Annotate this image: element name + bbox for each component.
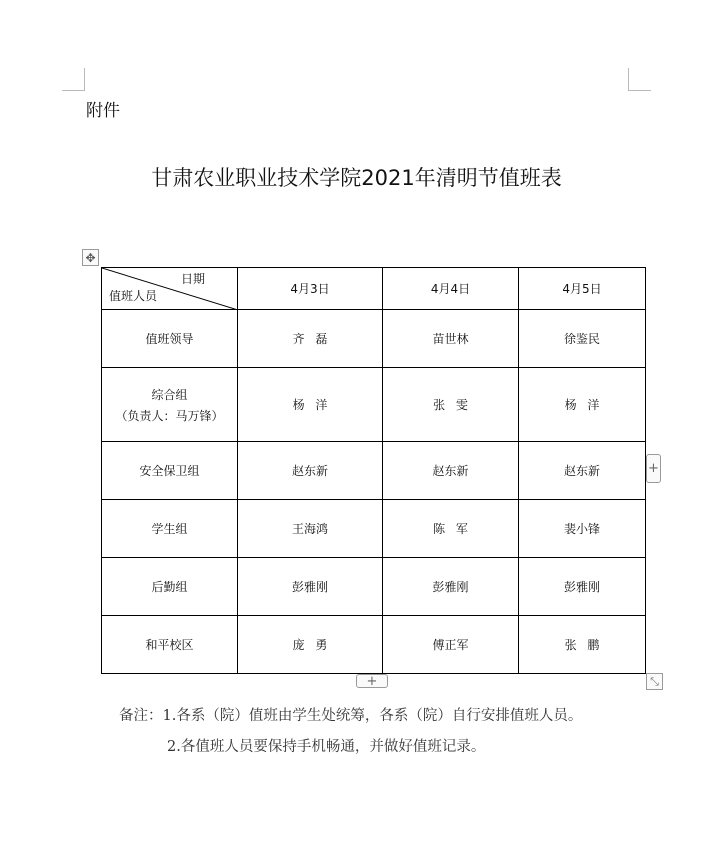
staff-name: 庞勇 <box>292 638 339 652</box>
table-row <box>102 310 646 368</box>
date-header-cell[interactable] <box>519 268 646 310</box>
staff-name: 赵东新 <box>432 464 469 478</box>
remark-line-2: 2.各值班人员要保持手机畅通，并做好值班记录。 <box>167 739 486 755</box>
plus-icon: + <box>366 673 378 689</box>
staff-name: 裴小锋 <box>563 522 600 536</box>
table-row <box>102 500 646 558</box>
table-row <box>102 368 646 442</box>
group-name: 安全保卫组 <box>139 464 200 478</box>
duty-cell[interactable] <box>519 368 646 442</box>
date-header: 4月4日 <box>430 282 471 296</box>
table-resize-handle[interactable] <box>646 673 663 690</box>
staff-name: 王海鸿 <box>291 522 328 536</box>
staff-name: 彭雅刚 <box>563 580 600 594</box>
staff-name: 陈军 <box>433 522 479 536</box>
staff-name: 徐鉴民 <box>563 332 600 346</box>
group-cell[interactable] <box>102 500 238 558</box>
duty-cell[interactable] <box>519 616 646 674</box>
duty-cell[interactable] <box>519 500 646 558</box>
duty-cell[interactable] <box>383 310 519 368</box>
group-cell[interactable] <box>102 558 238 616</box>
resize-icon: ⤡ <box>650 674 659 688</box>
add-column-button[interactable] <box>646 454 661 483</box>
group-cell[interactable] <box>102 616 238 674</box>
duty-table <box>101 267 646 674</box>
group-name: 后勤组 <box>151 580 188 594</box>
staff-name: 杨洋 <box>292 398 339 412</box>
duty-cell[interactable] <box>383 368 519 442</box>
table-row <box>102 558 646 616</box>
staff-name: 彭雅刚 <box>291 580 328 594</box>
page-corner-mark-top-right <box>628 68 651 91</box>
staff-name: 傅正军 <box>432 638 469 652</box>
duty-cell[interactable] <box>383 442 519 500</box>
table-header-row <box>102 268 646 310</box>
staff-name: 杨洋 <box>564 398 611 412</box>
duty-cell[interactable] <box>519 310 646 368</box>
duty-cell[interactable] <box>238 558 383 616</box>
date-header-cell[interactable] <box>238 268 383 310</box>
staff-name: 张雯 <box>433 398 479 412</box>
staff-name: 苗世林 <box>432 332 469 346</box>
group-name: 和平校区 <box>145 638 194 652</box>
diagonal-header-staff-label: 值班人员 <box>109 289 158 303</box>
duty-cell[interactable] <box>238 616 383 674</box>
table-row <box>102 442 646 500</box>
duty-cell[interactable] <box>383 616 519 674</box>
group-cell[interactable] <box>102 442 238 500</box>
staff-name: 张鹏 <box>564 638 611 652</box>
group-name: 综合组 <box>151 387 188 402</box>
page-corner-mark-top-left <box>62 68 85 91</box>
remark-line-1: 备注：1.各系（院）值班由学生处统筹，各系（院）自行安排值班人员。 <box>119 708 583 724</box>
duty-cell[interactable] <box>238 442 383 500</box>
staff-name: 赵东新 <box>291 464 328 478</box>
duty-cell[interactable] <box>383 500 519 558</box>
date-header-cell[interactable] <box>383 268 519 310</box>
duty-cell[interactable] <box>383 558 519 616</box>
diagonal-header-cell[interactable] <box>102 268 238 310</box>
duty-cell[interactable] <box>519 558 646 616</box>
duty-cell[interactable] <box>238 368 383 442</box>
table-row <box>102 616 646 674</box>
group-cell[interactable] <box>102 368 238 442</box>
group-leader-note: （负责人：马万锋） <box>115 408 224 423</box>
staff-name: 赵东新 <box>563 464 600 478</box>
page-title: 甘肃农业职业技术学院2021年清明节值班表 <box>151 166 562 190</box>
group-cell[interactable] <box>102 310 238 368</box>
date-header: 4月3日 <box>290 282 330 296</box>
group-name: 学生组 <box>151 522 188 536</box>
duty-cell[interactable] <box>238 500 383 558</box>
duty-cell[interactable] <box>238 310 383 368</box>
duty-cell[interactable] <box>519 442 646 500</box>
date-header: 4月5日 <box>562 282 602 296</box>
attachment-label: 附件 <box>86 101 120 121</box>
staff-name: 彭雅刚 <box>432 580 469 594</box>
group-name: 值班领导 <box>145 332 194 346</box>
table-move-handle[interactable] <box>82 249 99 266</box>
add-row-button[interactable] <box>356 674 388 688</box>
plus-icon: + <box>648 461 659 476</box>
move-icon: ✥ <box>85 250 96 265</box>
diagonal-header-date-label: 日期 <box>180 272 205 286</box>
staff-name: 齐磊 <box>292 332 339 346</box>
